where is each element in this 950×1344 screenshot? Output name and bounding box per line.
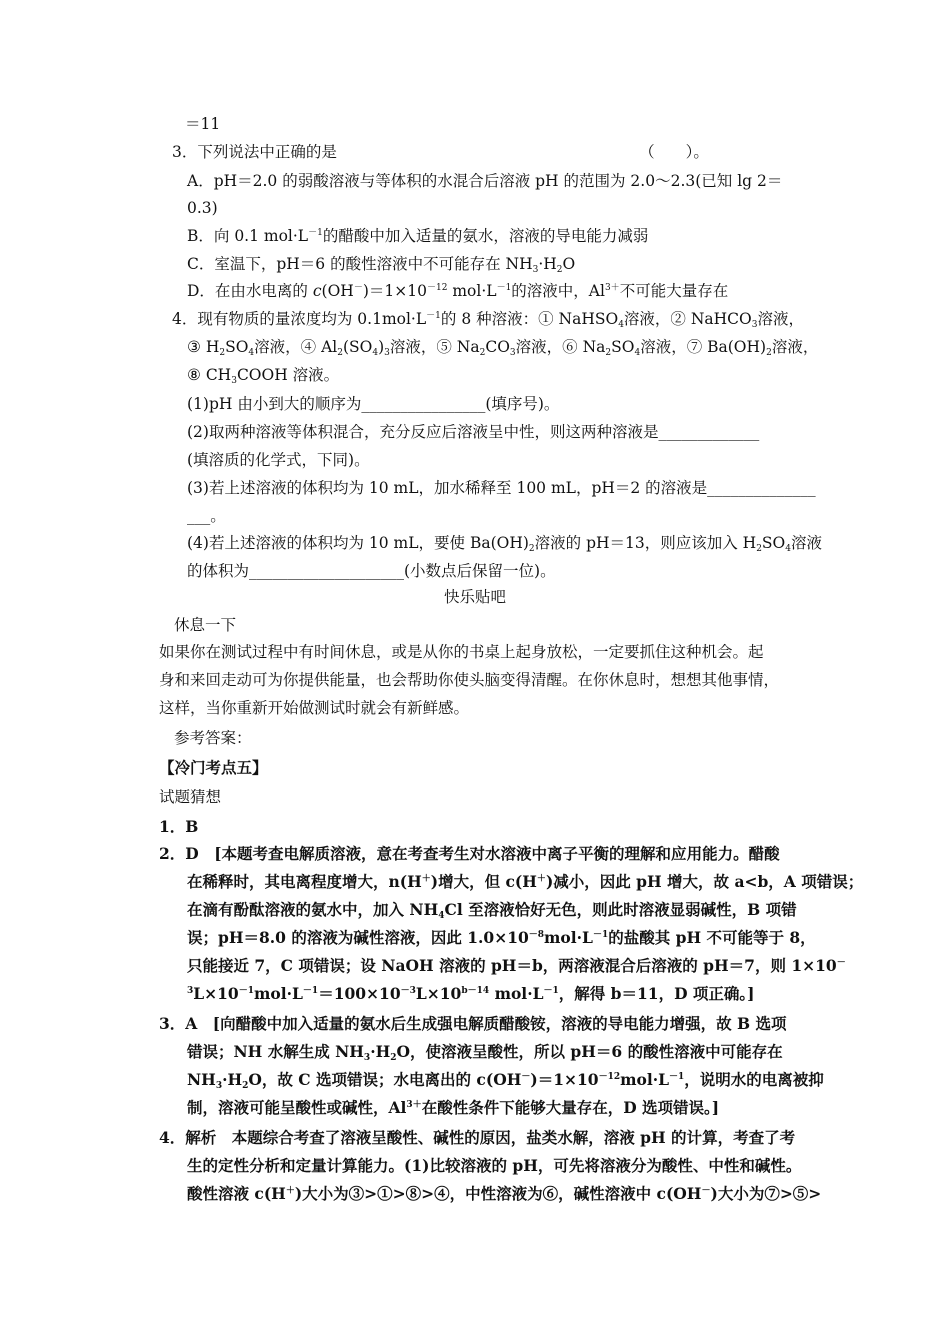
text-line: ＝11 [185, 115, 221, 133]
text-line: 【冷门考点五】 [159, 758, 268, 777]
text-line: 错误；NH 水解生成 $NH_3\cdot H_2O$，使溶液呈酸性，所以 pH＝6 的酸性溶液中可能存在 [187, 1042, 783, 1063]
text-line: 休息一下 [174, 616, 237, 634]
text-line: 如果你在测试过程中有时间休息，或是从你的书桌上起身放松，一定要抓住这种机会。起 [159, 643, 764, 661]
text-line: 0.3) [187, 199, 218, 217]
text-line: 1．B [159, 817, 199, 836]
text-line: ③ $H_2SO_4$溶液，④ $Al_2(SO_4)_3$溶液，⑤ $Na_2CO_3$溶液，⑥ $Na_2SO_4$溶液，⑦ $Ba(OH)_2$溶液， [187, 338, 819, 358]
text-line: $^3L\times 10^{-1}mol\cdot L^{-1}=100\times 10^{-3}L\times 10^{b-14}$ $mol\cdot L^{-1}$，解得 b＝11，D 项正确。] [187, 984, 755, 1003]
text-line: 的体积为____________________(小数点后保留一位)。 [187, 562, 556, 580]
text-line: 误；pH＝8.0 的溶液为碱性溶液，因此 $1.0\times 10^{-8}mol\cdot L^{-1}$的盐酸其 pH 不可能等于 8， [187, 928, 816, 947]
text-line: 这样，当你重新开始做测试时就会有新鲜感。 [159, 699, 470, 717]
text-line: 快乐贴吧 [443, 588, 506, 606]
text-line: 4．解析 本题综合考查了溶液呈酸性、碱性的原因，盐类水解，溶液 pH 的计算，考查了考 [159, 1128, 796, 1147]
text-line: 酸性溶液 c(H＋)大小为③>①>⑧>④，中性溶液为⑥，碱性溶液中 c(OH－)大小为⑦>⑤> [187, 1184, 822, 1203]
text-line: ___。 [187, 507, 226, 525]
text-line: 试题猜想 [159, 788, 222, 806]
text-line: 3．A [向醋酸中加入适量的氨水后生成强电解质醋酸铵，溶液的导电能力增强，故 B 选项 [159, 1014, 787, 1033]
text-line: 在滴有酚酞溶液的氨水中，加入 $NH_4Cl$ 至溶液恰好无色，则此时溶液显弱碱性，B 项错 [187, 900, 797, 921]
text-line: 2．D [本题考查电解质溶液，意在考查考生对水溶液中离子平衡的理解和应用能力。醋酸 [159, 844, 780, 863]
text-line: (1)pH 由小到大的顺序为________________(填序号)。 [187, 395, 560, 413]
text-line: 参考答案： [174, 729, 252, 747]
text-line: ⑧ $CH_3COOH$ 溶液。 [187, 366, 340, 386]
text-line: (填溶质的化学式，下同)。 [187, 451, 370, 469]
text-line: A．pH＝2.0 的弱酸溶液与等体积的水混合后溶液 pH 的范围为 2.0～2.3(已知 lg 2＝ [187, 172, 783, 190]
text-line: B．向 0.1 $mol\cdot L^{-1}$的醋酸中加入适量的氨水，溶液的导电能力减弱 [187, 227, 649, 245]
text-line: C．室温下，pH＝6 的酸性溶液中不可能存在 $NH_3\cdot H_2O$ [187, 255, 576, 275]
text-line: 身和来回走动可为你提供能量，也会帮助你使头脑变得清醒。在你休息时，想想其他事情， [159, 671, 780, 689]
text-line: (4)若上述溶液的体积均为 10 mL，要使 $Ba(OH)_2$溶液的 pH＝13，则应该加入 $H_2SO_4$溶液 [187, 534, 822, 554]
text-line: 4．现有物质的量浓度均为 $0.1mol\cdot L^{-1}$的 8 种溶液：① NaHSO$_4$溶液，② NaHCO$_3$溶液， [172, 310, 804, 330]
text-line: $NH_3\cdot H_2O$，故 C 选项错误；水电离出的 $c(OH^-)=1\times 10^{-12}mol\cdot L^{-1}$，说明水的电离被抑 [187, 1070, 824, 1091]
text-line: 生的定性分析和定量计算能力。(1)比较溶液的 pH，可先将溶液分为酸性、中性和碱性。 [187, 1156, 802, 1175]
text-line: D．在由水电离的 $c(OH^-)=1\times 10^{-12}$ $mol\cdot L^{-1}$的溶液中，$Al^{3+}$不可能大量存在 [187, 282, 729, 300]
text-line: 在稀释时，其电离程度增大，n(H＋)增大，但 c(H＋)减小，因此 pH 增大，故 a<b，A 项错误； [187, 872, 864, 891]
text-line: 制，溶液可能呈酸性或碱性，$Al^{3+}$在酸性条件下能够大量存在，D 选项错误。] [187, 1098, 720, 1117]
text-line: (3)若上述溶液的体积均为 10 mL，加水稀释至 100 mL，pH＝2 的溶液是______________ [187, 479, 816, 497]
text-line: (2)取两种溶液等体积混合，充分反应后溶液呈中性，则这两种溶液是_____________ [187, 423, 760, 441]
text-line: 只能接近 7，C 项错误；设 NaOH 溶液的 pH＝b，两溶液混合后溶液的 pH＝7，则 1×10－ [187, 956, 846, 975]
text-line: 3．下列说法中正确的是 （ ）。 [172, 143, 709, 161]
